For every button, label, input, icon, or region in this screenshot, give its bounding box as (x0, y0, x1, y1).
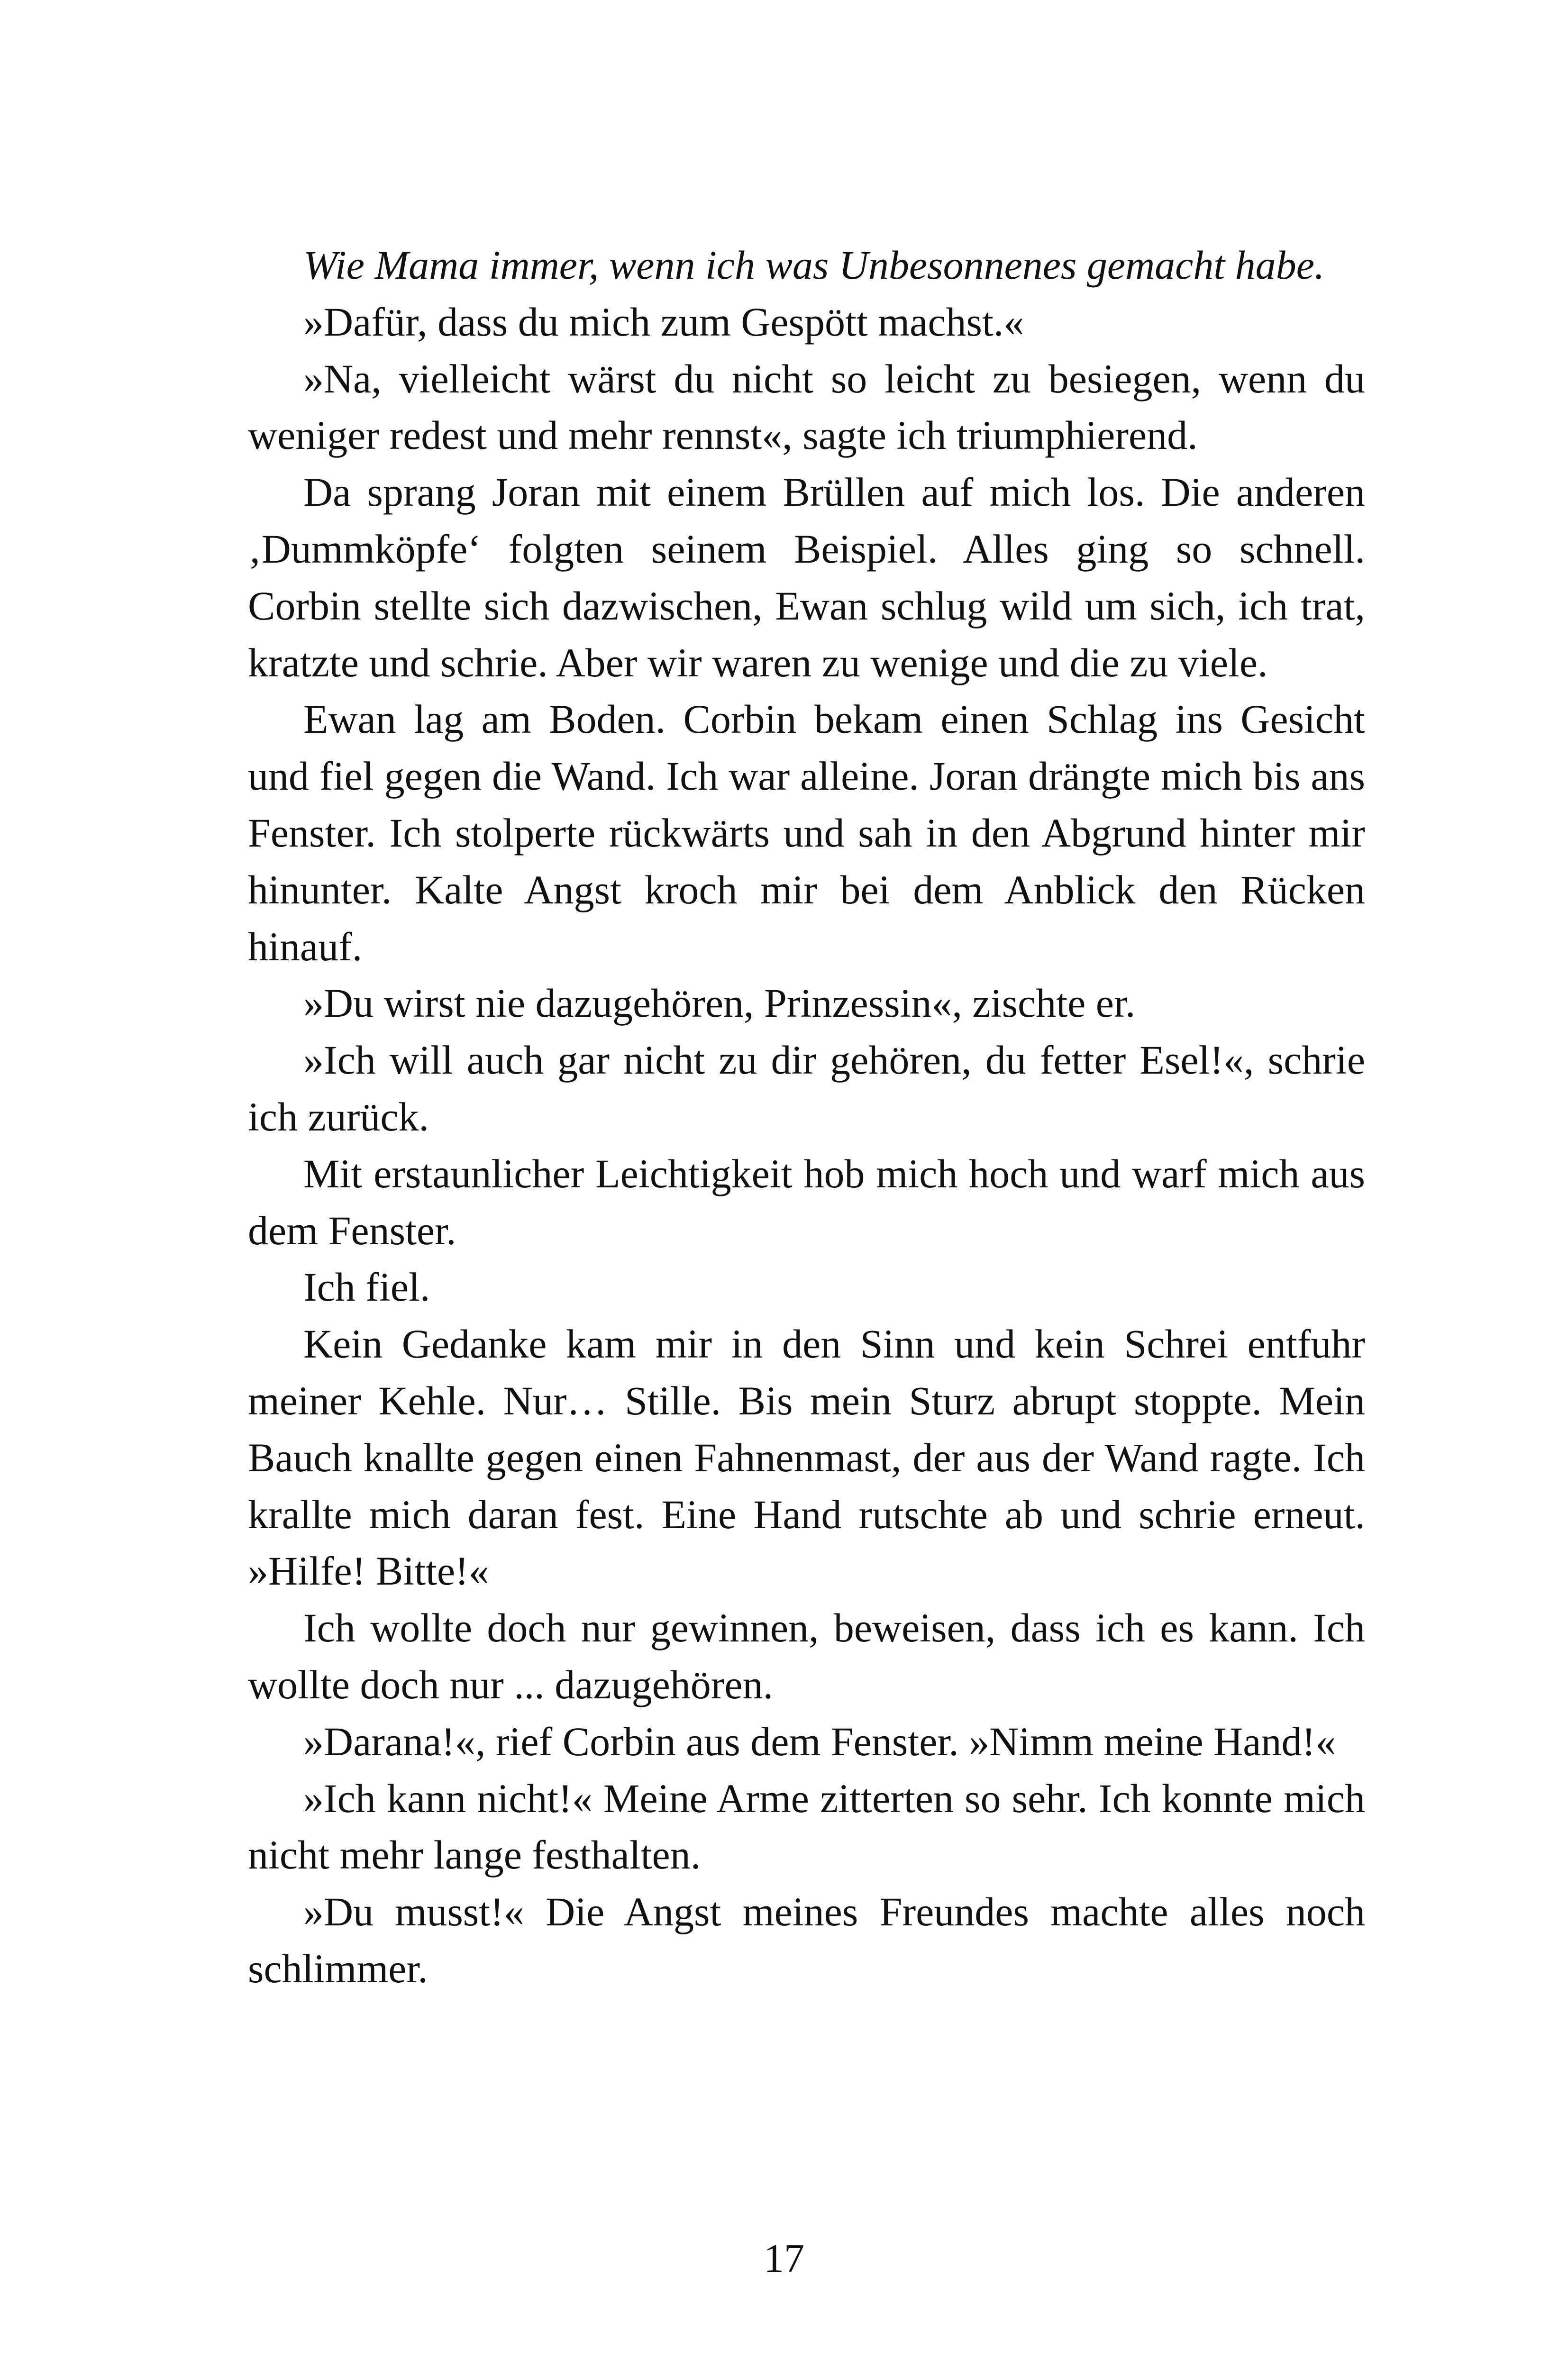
body-text (248, 237, 1365, 1997)
paragraph-8: Mit erstaunlicher Leichtigkeit hob mich hoch und warf mich aus dem Fenster. (248, 1150, 1365, 1253)
paragraph-5: Ewan lag am Boden. Corbin bekam einen Schlag ins Gesicht und fiel gegen die Wand. Ich war alleine. Joran drängte mich bis ans Fenster. Ich stolperte rückwärts und sah in den Abgrund hinter mir hinunter. Kalte Angst kroch mir bei dem Anblick den Rücken hinauf. (248, 696, 1365, 969)
paragraph-1: Wie Mama immer, wenn ich was Unbesonnenes gemacht habe. (303, 242, 1325, 288)
paragraph-6: »Du wirst nie dazugehören, Prinzessin«, zischte er. (303, 980, 1136, 1026)
paragraph-11: Ich wollte doch nur gewinnen, beweisen, dass ich es kann. Ich wollte doch nur ... dazugehören. (248, 1605, 1365, 1707)
paragraph-9: Ich fiel. (303, 1264, 430, 1310)
paragraph-10: Kein Gedanke kam mir in den Sinn und kein Schrei entfuhr meiner Kehle. Nur… Stille. Bis mein Sturz abrupt stoppte. Mein Bauch knallte gegen einen Fahnenmast, der aus der Wand ragte. Ich krallte mich daran fest. Eine Hand rutschte ab und schrie erneut. »Hilfe! Bitte!« (248, 1321, 1365, 1594)
paragraph-4: Da sprang Joran mit einem Brüllen auf mich los. Die anderen ‚Dummköpfe‘ folgten seinem Beispiel. Alles ging so schnell. Corbin stellte sich dazwischen, Ewan schlug wild um sich, ich trat, kratzte und schrie. Aber wir waren zu wenige und die zu viele. (248, 469, 1365, 685)
paragraph-12: »Darana!«, rief Corbin aus dem Fenster. »Nimm meine Hand!« (303, 1718, 1336, 1764)
paragraph-2: »Dafür, dass du mich zum Gespött machst.« (303, 299, 1024, 345)
paragraph-14: »Du musst!« Die Angst meines Freundes machte alles noch schlimmer. (248, 1889, 1365, 1991)
paragraph-13: »Ich kann nicht!« Meine Arme zitterten so sehr. Ich konnte mich nicht mehr lange festhalten. (248, 1775, 1365, 1878)
paragraph-7: »Ich will auch gar nicht zu dir gehören, du fetter Esel!«, schrie ich zurück. (248, 1037, 1365, 1139)
paragraph-3: »Na, vielleicht wärst du nicht so leicht zu besiegen, wenn du weniger redest und mehr rennst«, sagte ich triumphierend. (248, 356, 1365, 458)
page-number: 17 (764, 2235, 804, 2281)
